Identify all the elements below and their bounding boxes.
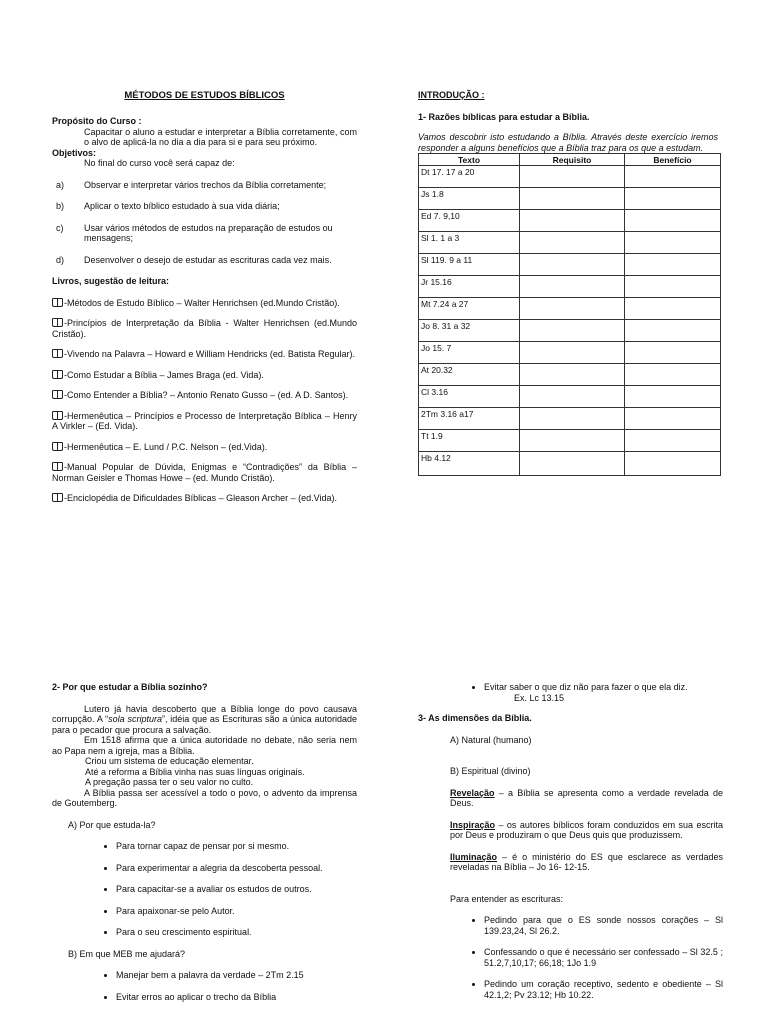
table-cell — [625, 254, 721, 276]
table-row — [419, 364, 721, 386]
table-cell: Jo 15. 7 — [419, 342, 520, 364]
intro-subheading: 1- Razões bíblicas para estudar a Bíblia. — [418, 111, 590, 122]
subheading-a: A) Por que estuda-la? — [68, 819, 156, 830]
book-item: -Princípios de Interpretação da Bíblia - Walter Henrichsen (ed.Mundo Cristão). — [52, 318, 357, 339]
paragraph: A pregação passa ter o seu valor no culto. — [85, 777, 254, 787]
book-item: -Métodos de Estudo Bíblico – Walter Henrichsen (ed.Mundo Cristão). — [52, 298, 357, 309]
header-requisito: Requisito — [520, 154, 625, 166]
book-icon — [52, 370, 63, 379]
table-row — [419, 254, 721, 276]
objectives-intro: No final do curso você será capaz de: — [84, 158, 235, 168]
table-header-row — [419, 154, 721, 166]
table-cell: At 20.32 — [419, 364, 520, 386]
revelation-definition: Revelação – a Bíblia se apresenta como a verdade revelada de Deus. — [450, 787, 723, 808]
table-row — [419, 452, 721, 476]
table-row — [419, 210, 721, 232]
reasons-table — [418, 153, 721, 476]
table-cell — [625, 342, 721, 364]
course-overview — [52, 88, 357, 514]
why-study-section — [52, 682, 357, 1013]
table-cell — [625, 320, 721, 342]
paragraph: A Bíblia passa ser acessível a todo o povo, o advento da imprensa de Goutemberg. — [52, 787, 357, 808]
list-item: • Evitar saber o que diz não para fazer o que ela diz. Ex. Lc 13.15 — [484, 682, 723, 703]
table-row — [419, 166, 721, 188]
dimension-natural: A) Natural (humano) — [450, 734, 532, 745]
inspiration-definition: Inspiração – os autores bíblicos foram conduzidos em sua escrita por Deus e produziram o que Deus quis que produzissem. — [450, 819, 723, 840]
table-cell: Dt 17. 17 a 20 — [419, 166, 520, 188]
book-list — [52, 298, 357, 504]
objective-item: d) Desenvolver o desejo de estudar as escrituras cada vez mais. — [56, 254, 332, 265]
table-cell — [625, 188, 721, 210]
dimensions-section — [418, 682, 723, 1011]
table-cell: Mt 7.24 a 27 — [419, 298, 520, 320]
table-cell — [520, 452, 625, 476]
objective-item: a) Observar e interpretar vários trechos da Bíblia corretamente; — [56, 179, 327, 190]
table-cell: Jo 8. 31 a 32 — [419, 320, 520, 342]
objective-item: b) Aplicar o texto bíblico estudado à sua vida diária; — [56, 201, 280, 211]
table-cell: Js 1.8 — [419, 188, 520, 210]
table-cell: Jr 15.16 — [419, 276, 520, 298]
table-cell — [625, 452, 721, 476]
table-cell — [625, 210, 721, 232]
book-icon — [52, 349, 63, 358]
paragraph: Até a reforma a Bíblia vinha nas suas línguas originais. — [85, 766, 305, 777]
table-cell — [625, 232, 721, 254]
table-cell: 2Tm 3.16 a17 — [419, 408, 520, 430]
understand-list — [418, 915, 723, 1000]
book-icon — [52, 462, 63, 471]
list-item: • Para apaixonar-se pelo Autor. — [116, 906, 357, 917]
table-cell — [625, 408, 721, 430]
list-item: • Manejar bem a palavra da verdade – 2Tm 2.15 — [116, 970, 357, 981]
book-item: -Enciclopédia de Dificuldades Bíblicas – Gleason Archer – (ed.Vida). — [52, 493, 357, 504]
list-item: • Pedindo para que o ES sonde nossos corações – Sl 139.23,24, Sl 26.2. — [484, 915, 723, 936]
list-item: • Pedindo um coração receptivo, sedento e obediente – Sl 42.1,2; Pv 23.12; Hb 10.22. — [484, 979, 723, 1000]
page-title: MÉTODOS DE ESTUDOS BÍBLICOS — [124, 90, 285, 101]
help-list — [52, 970, 357, 1002]
subheading-b: B) Em que MEB me ajudará? — [68, 948, 186, 959]
reasons-list — [52, 841, 357, 938]
table-cell — [625, 298, 721, 320]
illumination-definition: Iluminação – é o ministério do ES que esclarece as verdades reveladas na Bíblia – Jo 16- 12-15. — [450, 851, 723, 872]
list-item: • Para tornar capaz de pensar por si mesmo. — [116, 841, 357, 852]
table-row — [419, 188, 721, 210]
intro-heading: INTRODUÇÃO : — [418, 90, 485, 100]
table-cell — [520, 210, 625, 232]
table-cell — [520, 320, 625, 342]
table-cell — [520, 254, 625, 276]
table-cell: Cl 3.16 — [419, 386, 520, 408]
book-icon — [52, 411, 63, 420]
table-cell: Ed 7. 9,10 — [419, 210, 520, 232]
table-cell — [520, 364, 625, 386]
book-item: -Vivendo na Palavra – Howard e William Hendricks (ed. Batista Regular). — [52, 349, 357, 360]
objectives-list — [52, 180, 357, 266]
table-cell — [520, 188, 625, 210]
table-row — [419, 386, 721, 408]
book-item: -Como Estudar a Bíblia – James Braga (ed. Vida). — [52, 370, 357, 381]
table-cell — [520, 276, 625, 298]
book-icon — [52, 493, 63, 502]
table-cell — [625, 166, 721, 188]
objective-item: c) Usar vários métodos de estudos na preparação de estudos ou mensagens; — [56, 222, 333, 243]
list-item: • Confessando o que é necessário ser confessado – Sl 32.5 ; 51.2,7,10,17; 66,18; 1Jo 1.9 — [484, 947, 723, 968]
purpose-heading: Propósito do Curso : — [52, 116, 142, 126]
dimension-spiritual: B) Espiritual (divino) — [450, 766, 531, 776]
book-icon — [52, 442, 63, 451]
book-icon — [52, 390, 63, 399]
paragraph: Criou um sistema de educação elementar. — [85, 756, 254, 766]
book-icon — [52, 318, 63, 327]
table-cell — [520, 232, 625, 254]
table-cell — [625, 364, 721, 386]
list-item: • Para o seu crescimento espiritual. — [116, 927, 357, 938]
continued-list — [418, 682, 723, 703]
paragraph: Em 1518 afirma que a única autoridade no debate, não seria nem ao Papa nem a igreja, mas a Bíblia. — [52, 735, 357, 756]
table-row — [419, 232, 721, 254]
table-row — [419, 298, 721, 320]
table-row — [419, 320, 721, 342]
table-cell — [520, 166, 625, 188]
table-row — [419, 342, 721, 364]
table-cell — [625, 276, 721, 298]
books-heading: Livros, sugestão de leitura: — [52, 276, 170, 286]
header-texto: Texto — [419, 154, 520, 166]
table-cell — [625, 430, 721, 452]
list-item: • Para experimentar a alegria da descoberta pessoal. — [116, 863, 357, 874]
list-item: • Evitar erros ao aplicar o trecho da Bíblia — [116, 992, 357, 1003]
book-item: -Como Entender a Bíblia? – Antonio Renato Gusso – (ed. A D. Santos). — [52, 390, 357, 401]
section-heading: 3- As dimensões da Bíblia. — [418, 713, 532, 723]
paragraph: Lutero já havia descoberto que a Bíblia longe do povo causava corrupção. A “sola scriptura”, idéia que as Escrituras são a única autoridade para o pecador que procura a salvação. — [52, 703, 357, 735]
table-cell: Hb 4.12 — [419, 452, 520, 476]
book-icon — [52, 298, 63, 307]
understand-heading: Para entender as escrituras: — [450, 893, 564, 904]
book-item: -Manual Popular de Dúvida, Enigmas e “Contradições” da Bíblia – Norman Geisler e Thomas Howe – (ed. Mundo Cristão). — [52, 462, 357, 483]
header-beneficio: Benefício — [625, 154, 721, 166]
introduction-section — [418, 88, 718, 476]
table-cell — [520, 430, 625, 452]
purpose-text: Capacitar o aluno a estudar e interpretar a Bíblia corretamente, com o alvo de aplicá-la no dia a dia para si e para seu próximo. — [84, 126, 357, 147]
table-cell — [520, 386, 625, 408]
list-item: • Para capacitar-se a avaliar os estudos de outros. — [116, 884, 357, 895]
table-cell: Sl 119. 9 a 11 — [419, 254, 520, 276]
table-cell — [520, 342, 625, 364]
book-item: -Hermenêutica – E. Lund / P.C. Nelson – (ed.Vida). — [52, 442, 357, 453]
objectives-heading: Objetivos: — [52, 147, 97, 158]
table-cell — [520, 298, 625, 320]
table-row — [419, 430, 721, 452]
table-row — [419, 276, 721, 298]
section-heading: 2- Por que estudar a Bíblia sozinho? — [52, 682, 208, 692]
table-row — [419, 408, 721, 430]
book-item: -Hermenêutica – Princípios e Processo de Interpretação Bíblica – Henry A Virkler – (Ed. Vida). — [52, 410, 357, 431]
table-cell: Tt 1.9 — [419, 430, 520, 452]
table-cell — [520, 408, 625, 430]
intro-text: Vamos descobrir isto estudando a Bíblia. Através deste exercício iremos responder a alguns benefícios que a Bíblia traz para os que a estudam. — [418, 132, 718, 153]
table-cell — [625, 386, 721, 408]
table-cell: Sl 1. 1 a 3 — [419, 232, 520, 254]
